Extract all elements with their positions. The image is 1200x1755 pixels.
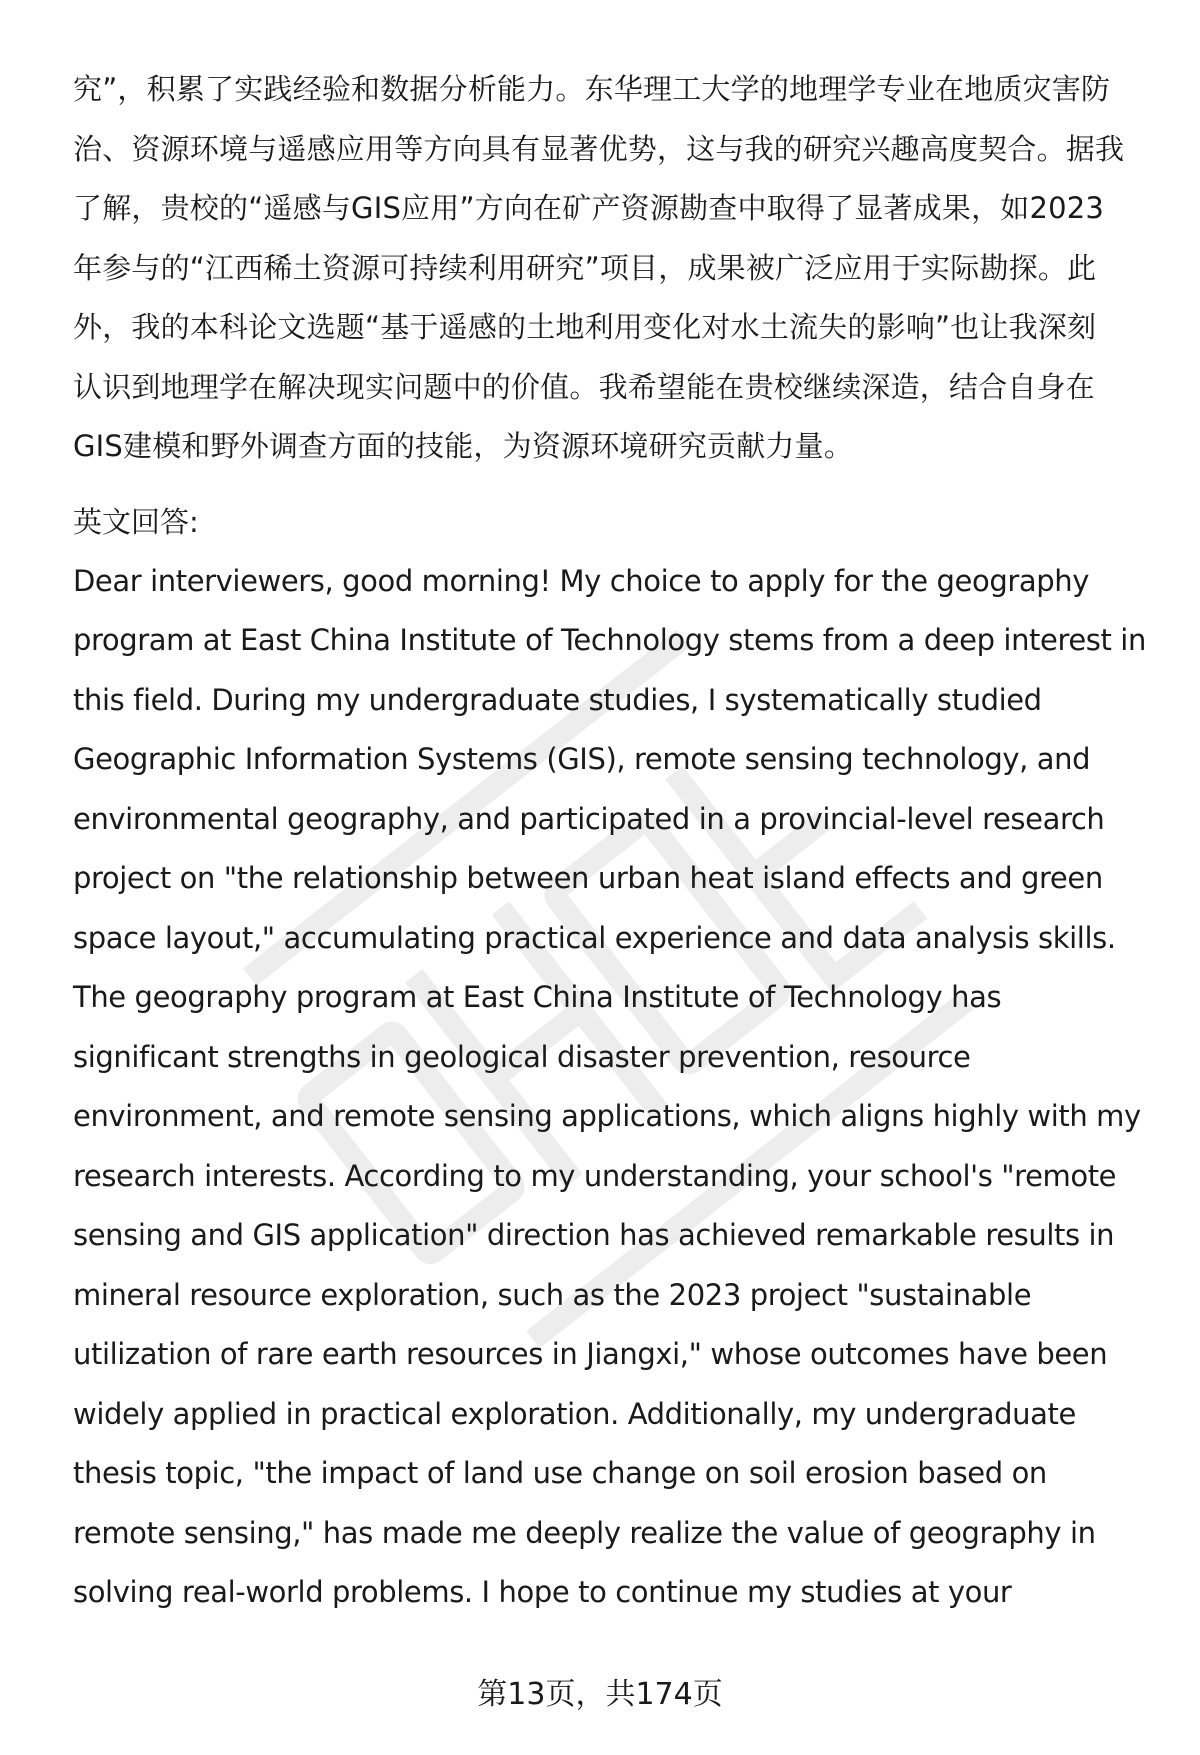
english-answer-line: project on "the relationship between urban heat island effects and green — [73, 861, 1103, 895]
english-answer-line: this field. During my undergraduate studies, I systematically studied — [73, 682, 1042, 717]
english-answer-line: remote sensing," has made me deeply realize the value of geography in — [73, 1515, 1096, 1550]
english-answer-line: environment, and remote sensing applications, which aligns highly with my — [73, 1099, 1141, 1133]
english-answer — [73, 552, 1153, 1623]
english-answer-line: mineral resource exploration, such as the 2023 project "sustainable — [73, 1277, 1032, 1312]
english-answer-line: Geographic Information Systems (GIS), remote sensing technology, and — [73, 742, 1091, 776]
chinese-answer-line: 究”，积累了实践经验和数据分析能力。东华理工大学的地理学专业在地质灾害防 — [73, 72, 1111, 106]
english-answer-line: utilization of rare earth resources in Jiangxi," whose outcomes have been — [73, 1337, 1108, 1371]
page-number-footer: 第13页，共174页 — [477, 1677, 723, 1712]
chinese-answer — [73, 60, 1153, 477]
chinese-answer-line: 认识到地理学在解决现实问题中的价值。我希望能在贵校继续深造，结合自身在 — [73, 369, 1096, 404]
english-answer-line: solving real-world problems. I hope to continue my studies at your — [73, 1575, 1012, 1609]
document-body — [73, 60, 1153, 1623]
chinese-answer-line: GIS建模和野外调查方面的技能，为资源环境研究贡献力量。 — [73, 429, 854, 463]
english-answer-line: program at East China Institute of Technology stems from a deep interest in — [73, 623, 1146, 657]
chinese-answer-line: 治、资源环境与遥感应用等方向具有显著优势，这与我的研究兴趣高度契合。据我 — [73, 131, 1125, 166]
english-answer-line: Dear interviewers, good morning! My choice to apply for the geography — [73, 563, 1089, 598]
english-answer-line: space layout," accumulating practical experience and data analysis skills. — [73, 920, 1116, 955]
chinese-answer-line: 了解，贵校的“遥感与GIS应用”方向在矿产资源勘查中取得了显著成果，如2023 — [73, 191, 1105, 225]
english-answer-line: research interests. According to my understanding, your school's "remote — [73, 1158, 1117, 1193]
chinese-answer-line: 年参与的“江西稀土资源可持续利用研究”项目，成果被广泛应用于实际勘探。此 — [73, 250, 1097, 285]
english-answer-line: thesis topic, "the impact of land use change on soil erosion based on — [73, 1456, 1047, 1490]
english-answer-line: widely applied in practical exploration. Additionally, my undergraduate — [73, 1396, 1076, 1431]
english-answer-line: environmental geography, and participated in a provincial-level research — [73, 801, 1105, 836]
english-answer-line: The geography program at East China Institute of Technology has — [73, 980, 1002, 1014]
english-answer-line: sensing and GIS application" direction has achieved remarkable results in — [73, 1218, 1115, 1252]
english-answer-line: significant strengths in geological disaster prevention, resource — [73, 1039, 971, 1074]
chinese-answer-line: 外，我的本科论文选题“基于遥感的土地利用变化对水土流失的影响”也让我深刻 — [73, 310, 1097, 344]
english-answer-label: 英文回答: — [73, 504, 199, 539]
